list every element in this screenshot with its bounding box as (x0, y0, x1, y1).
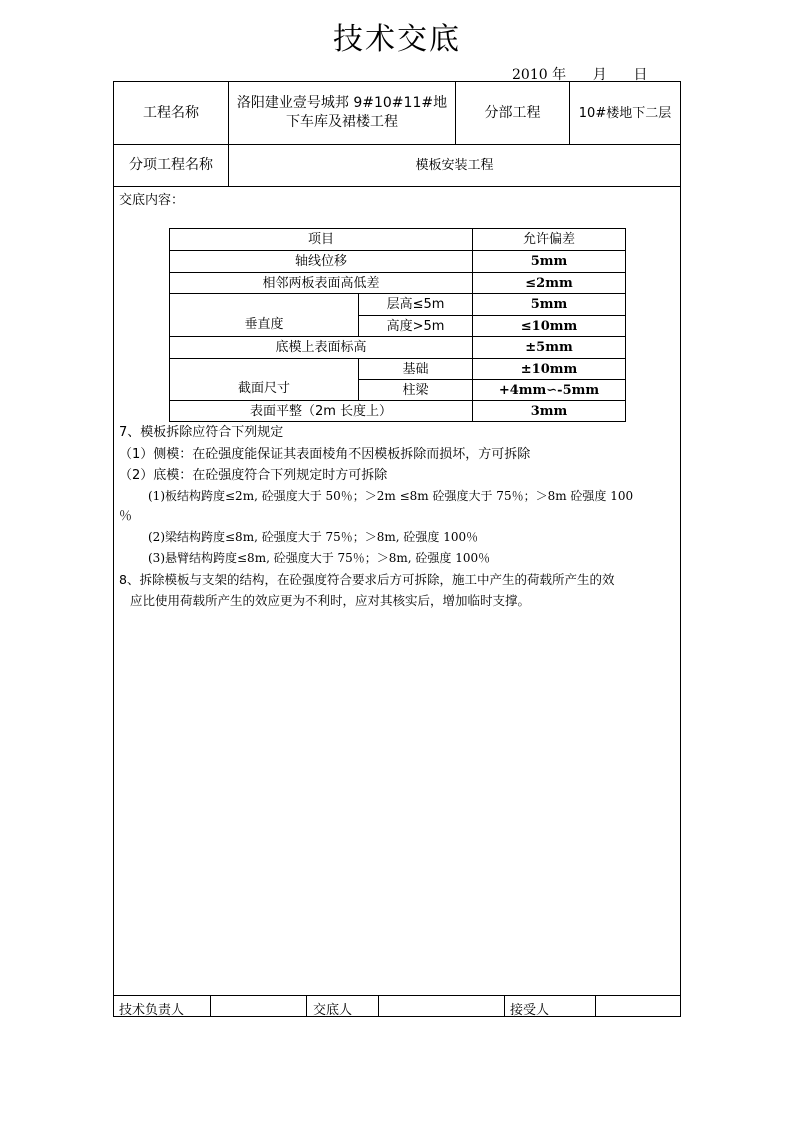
row-vertical-sub2: 高度>5m (386, 318, 445, 334)
document-title: 技术交底 (333, 22, 461, 57)
row-section-sub1: 基础 (402, 361, 429, 377)
row-adjacent-value: ≤2mm (525, 275, 573, 291)
date-line: 2010 年 月 日 (512, 67, 648, 83)
clause-8-line1: 8、拆除模板与支架的结构，在砼强度符合要求后方可拆除，施工中产生的荷载所产生的效 (119, 572, 615, 587)
table-head-tolerance: 允许偏差 (522, 232, 575, 247)
row-vertical-val2: ≤10mm (520, 318, 578, 334)
clause-8-line2: 应比使用荷载所产生的效应更为不利时，应对其核实后，增加临时支撑。 (130, 593, 531, 608)
project-name-label: 工程名称 (143, 104, 199, 121)
col-divider (306, 995, 307, 1017)
subitem-value: 模板安装工程 (415, 158, 494, 173)
col-divider (210, 995, 211, 1017)
row-section-sub2: 柱梁 (402, 382, 429, 398)
division-value: 10#楼地下二层 (578, 105, 672, 121)
row-flat-label: 表面平整（2m 长度上） (249, 403, 393, 419)
col-divider (378, 995, 379, 1017)
clause-7-2-a-cont: ％ (119, 509, 133, 524)
row-vertical-label: 垂直度 (244, 316, 284, 332)
row-flat-value: 3mm (530, 403, 568, 419)
content-label: 交底内容： (119, 193, 185, 208)
row-vertical-sub1: 层高≤5m (386, 297, 445, 312)
receiver-label: 接受人 (510, 1003, 550, 1018)
clause-7-2-b: (2)梁结构跨度≤8m, 砼强度大于 75％；＞8m, 砼强度 100％ (148, 530, 479, 544)
project-name-line2: 下车库及裙楼工程 (286, 114, 398, 130)
discloser-label: 交底人 (313, 1003, 353, 1018)
row-adjacent-label: 相邻两板表面高低差 (262, 275, 380, 291)
clause-7-2-a: (1)板结构跨度≤2m, 砼强度大于 50％；＞2m ≤8m 砼强度大于 75％；＞8m 砼强度 100 (148, 489, 634, 503)
row-section-val2: +4mm∽-5mm (498, 382, 600, 398)
subitem-label: 分项工程名称 (129, 157, 213, 173)
clause-7-2-c: (3)悬臂结构跨度≤8m, 砼强度大于 75％；＞8m, 砼强度 100％ (148, 551, 491, 565)
clause-7-2: （2）底模：在砼强度符合下列规定时方可拆除 (119, 468, 388, 483)
row-section-label: 截面尺寸 (237, 381, 290, 396)
project-name-value (229, 82, 455, 144)
tech-lead-label: 技术负责人 (119, 1003, 185, 1018)
row-axis-value: 5mm (530, 254, 568, 269)
table-head-item: 项目 (307, 232, 334, 247)
clause-7: 7、模板拆除应符合下列规定 (119, 425, 284, 440)
row-axis-label: 轴线位移 (294, 254, 347, 269)
project-name-line1: 洛阳建业壹号城邦 9#10#11#地 (236, 95, 448, 111)
row-bottom-label: 底模上表面标高 (275, 340, 367, 355)
clause-7-1: （1）侧模：在砼强度能保证其表面棱角不因模板拆除而损坏，方可拆除 (119, 447, 531, 462)
col-divider (504, 995, 505, 1017)
row-divider (113, 186, 681, 187)
row-bottom-value: ±5mm (525, 340, 573, 355)
col-divider (595, 995, 596, 1017)
row-section-val1: ±10mm (520, 361, 578, 377)
row-vertical-val1: 5mm (530, 297, 568, 312)
division-label: 分部工程 (484, 104, 541, 121)
